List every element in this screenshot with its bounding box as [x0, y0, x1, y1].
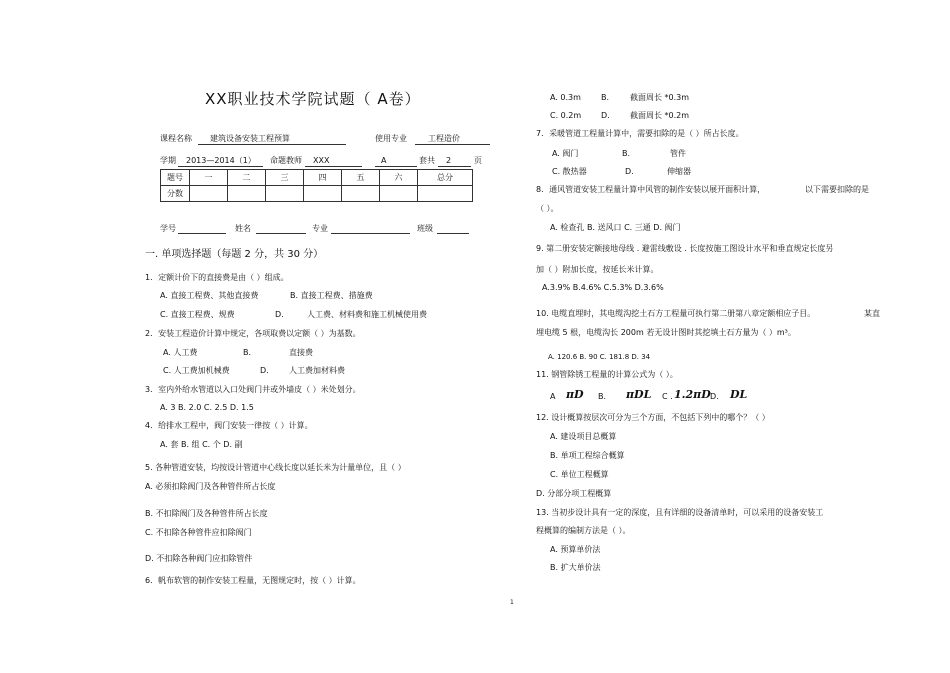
question-line: 6．帆布软管的制作安装工程量，无图规定时，按（ ）计算。: [145, 576, 361, 585]
option-line: 截面周长 *0.2m: [630, 111, 690, 120]
question-line: 13. 当初步设计具有一定的深度，且有详细的设备清单时，可以采用的设备安装工: [536, 508, 824, 517]
term-value: 2013—2014（1）: [186, 156, 256, 165]
score-cell: 六: [380, 170, 418, 186]
option-line: B. 直接工程费、措施费: [290, 291, 373, 300]
option-line: A. 3 B. 2.0 C. 2.5 D. 1.5: [160, 403, 254, 412]
pages-underline: [438, 166, 471, 167]
option-line: A. 建设项目总概算: [550, 432, 617, 441]
question-line: 4．给排水工程中，阀门安装一律按（ ）计算。: [145, 421, 313, 430]
option-line: A. 直接工程费、其他直接费: [160, 291, 259, 300]
question-line: （ ）。: [536, 204, 559, 213]
student-major-label: 专业: [312, 224, 328, 233]
student-name-label: 姓名: [235, 224, 251, 233]
score-table-score-row: [161, 186, 473, 202]
option-line: C. 直接工程费、规费: [160, 310, 235, 319]
score-cell: 总分: [418, 170, 473, 186]
question-line: 2．安装工程造价计算中规定，各项取费以定额（ ）为基数。: [145, 329, 361, 338]
option-line: D.: [625, 167, 634, 176]
section-heading: 一. 单项选择题（每题 2 分，共 30 分）: [145, 249, 324, 260]
question-line: 9. 第二册安装定额接地母线 . 避雷线敷设 . 长度按施工图设计水平和垂直规定长度另: [536, 244, 834, 253]
question-line: 7．采暖管道工程量计算中，需要扣除的是（ ）所占长度。: [536, 129, 744, 138]
score-cell: 题号: [161, 170, 190, 186]
option-line: 人工费加材料费: [289, 366, 345, 375]
option-line: A. 阀门: [552, 149, 579, 158]
question-line: 程概算的编制方法是（ ）。: [536, 526, 631, 535]
course-value: 建筑设备安装工程预算: [210, 134, 290, 143]
score-row-label: 分数: [161, 186, 190, 202]
option-line: B. 单项工程综合概算: [550, 451, 625, 460]
major-underline: [415, 144, 490, 145]
teacher-underline: [305, 166, 362, 167]
set-label: 套共: [419, 156, 435, 165]
paper-underline: [375, 166, 417, 167]
score-cell: 四: [304, 170, 342, 186]
score-cell: 一: [190, 170, 228, 186]
option-line: D.: [275, 310, 284, 319]
option-line: A: [550, 392, 556, 401]
score-input-cell[interactable]: [304, 186, 342, 202]
option-line: C. 散热器: [552, 167, 587, 176]
question-line: 1．定额计价下的直接费是由（ ）组成。: [145, 273, 289, 282]
option-line: D.: [710, 392, 719, 401]
score-input-cell[interactable]: [342, 186, 380, 202]
option-line: B.: [601, 93, 610, 102]
option-line: C. 单位工程概算: [550, 470, 609, 479]
pages-unit: 页: [474, 156, 482, 165]
question-line: 3．室内外给水管道以入口处阀门井或外墙皮（ ）米处划分。: [145, 385, 361, 394]
formula-b: πDL: [626, 388, 652, 401]
option-line: A. 必须扣除阀门及各种管件所占长度: [145, 482, 276, 491]
score-input-cell[interactable]: [266, 186, 304, 202]
score-input-cell[interactable]: [228, 186, 266, 202]
score-input-cell[interactable]: [190, 186, 228, 202]
option-line: C. 不扣除各种管件应扣除阀门: [145, 528, 252, 537]
option-line: C. 人工费加机械费: [163, 366, 230, 375]
option-line: D.: [601, 111, 610, 120]
option-line: C .: [662, 392, 673, 401]
score-input-cell[interactable]: [418, 186, 473, 202]
question-line: 加（ ）附加长度，按延长米计算。: [536, 265, 659, 274]
major-label: 使用专业: [375, 134, 407, 143]
formula-c: 1.2πD: [674, 388, 711, 401]
option-line: A. 套 B. 组 C. 个 D. 副: [160, 440, 243, 449]
formula-a: πD: [566, 388, 584, 401]
student-class-blank[interactable]: [437, 233, 469, 234]
score-table: [160, 169, 473, 202]
question-line: 以下需要扣除的是: [805, 185, 869, 194]
option-line: 直接费: [289, 348, 313, 357]
option-line: B.: [622, 149, 631, 158]
option-line: B. 不扣除阀门及各种管件所占长度: [145, 509, 268, 518]
student-name-blank[interactable]: [256, 233, 306, 234]
teacher-label: 命题教师: [270, 156, 302, 165]
teacher-value: XXX: [313, 156, 330, 165]
option-line: 管件: [670, 149, 686, 158]
student-major-blank[interactable]: [331, 233, 410, 234]
paper-value: A: [381, 156, 387, 165]
option-line: B.: [598, 392, 607, 401]
option-line: A. 人工费: [163, 348, 198, 357]
score-cell: 三: [266, 170, 304, 186]
option-line: A. 0.3m: [550, 93, 581, 102]
course-label: 课程名称: [160, 134, 192, 143]
option-line: D. 不扣除各种阀门应扣除管件: [145, 554, 253, 563]
page-number: 1: [510, 599, 514, 606]
question-line: 12. 设计概算按层次可分为三个方面，不包括下列中的哪个？（ ）: [536, 413, 770, 422]
score-input-cell[interactable]: [380, 186, 418, 202]
option-line: A.3.9% B.4.6% C.5.3% D.3.6%: [542, 283, 664, 292]
term-underline: [178, 166, 263, 167]
question-line: 5. 各种管道安装，均按设计管道中心线长度以延长米为计量单位，且（ ）: [145, 463, 406, 472]
option-line: A. 检查孔 B. 送风口 C. 三通 D. 阀门: [550, 223, 681, 232]
student-class-label: 班级: [417, 224, 433, 233]
score-cell: 二: [228, 170, 266, 186]
formula-d: DL: [730, 388, 748, 401]
student-id-label: 学号: [160, 224, 176, 233]
option-line: B.: [243, 348, 252, 357]
question-line: 某直: [864, 309, 880, 318]
option-line: B. 扩大单价法: [550, 563, 601, 572]
question-line: 11. 钢管除锈工程量的计算公式为（ ）。: [536, 370, 678, 379]
pages-value: 2: [446, 156, 452, 165]
score-table-header-row: [161, 170, 473, 186]
question-line: 8．通风管道安装工程量计算中风管的制作安装以展开面积计算，: [536, 185, 766, 194]
score-cell: 五: [342, 170, 380, 186]
option-line: 人工费、材料费和施工机械使用费: [307, 310, 427, 319]
course-underline: [198, 144, 346, 145]
question-line: 10. 电缆直埋时，其电缆沟挖土石方工程量可执行第二册第八章定额相应子目。: [536, 309, 816, 318]
option-line: D. 分部分项工程概算: [536, 489, 612, 498]
term-label: 学期: [160, 156, 176, 165]
major-value: 工程造价: [428, 134, 460, 143]
option-line: A. 预算单价法: [550, 545, 601, 554]
option-line: 截面周长 *0.3m: [630, 93, 690, 102]
option-line: A. 120.6 B. 90 C. 181.8 D. 34: [548, 353, 651, 361]
exam-title: XX职业技术学院试题（ A卷）: [205, 90, 421, 108]
option-line: 伸缩器: [667, 167, 691, 176]
option-line: D.: [260, 366, 269, 375]
question-line: 埋电缆 5 根，电缆沟长 200m 若无设计图时其挖填土石方量为（ ）m³。: [536, 328, 796, 337]
option-line: C. 0.2m: [550, 111, 582, 120]
student-id-blank[interactable]: [178, 233, 226, 234]
